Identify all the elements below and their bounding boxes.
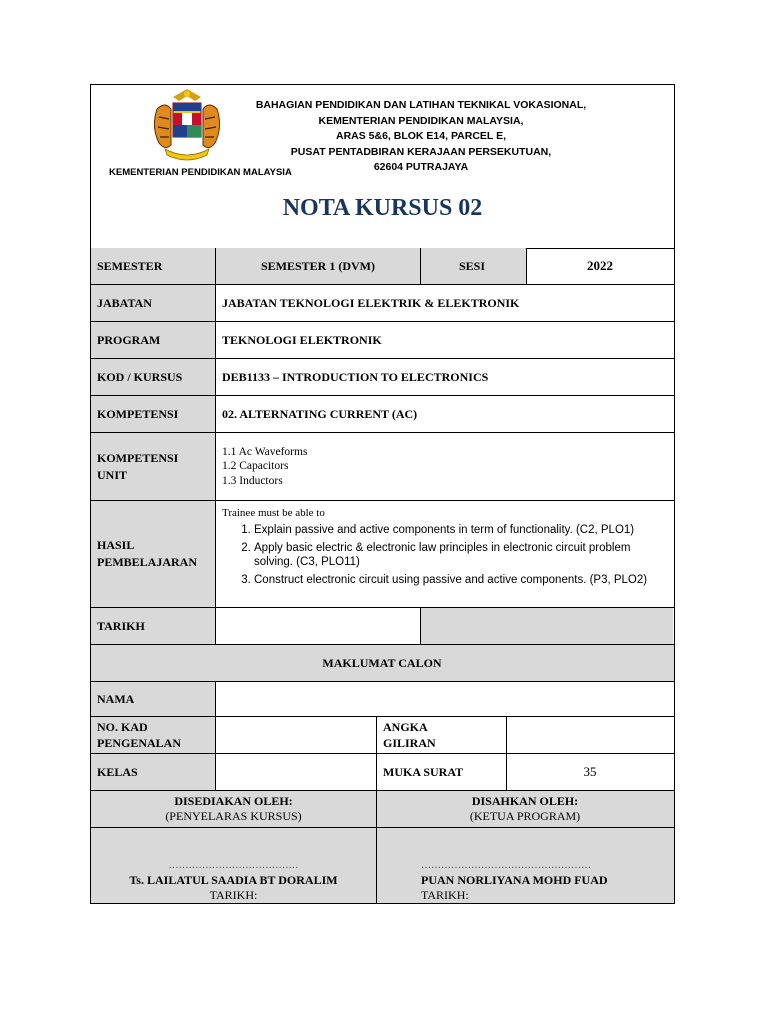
label-line: NO. KAD [97, 720, 148, 734]
malaysia-coat-of-arms-icon [143, 87, 231, 165]
label-line: PENGENALAN [97, 736, 182, 750]
address-line: PUSAT PENTADBIRAN KERAJAAN PERSEKUTUAN, [290, 145, 552, 158]
learning-outcomes [216, 501, 673, 607]
label-line: HASIL [97, 538, 135, 552]
kod-kursus-value: DEB1133 – INTRODUCTION TO ELECTRONICS [222, 369, 489, 384]
approved-by-title: DISAHKAN OLEH: [471, 794, 579, 808]
angka-giliran-label [377, 717, 507, 753]
outcomes-list [222, 523, 667, 590]
approved-by-name: PUAN NORLIYANA MOHD FUAD [421, 873, 608, 887]
tarikh-extra-field [421, 608, 673, 644]
label-line: GILIRAN [383, 736, 436, 750]
jabatan-row [91, 285, 674, 322]
tarikh-field[interactable] [216, 608, 421, 644]
program-row [91, 322, 674, 359]
jabatan-value: JABATAN TEKNOLOGI ELEKTRIK & ELEKTRONIK [222, 295, 520, 310]
maklumat-calon-row [91, 645, 674, 682]
kompetensi-unit-list [216, 433, 673, 500]
prepared-by-title: DISEDIAKAN OLEH: [174, 794, 293, 808]
sesi-value: 2022 [587, 258, 613, 273]
approved-by-signature [377, 828, 673, 903]
no-kad-field[interactable] [216, 717, 377, 753]
jabatan-label: JABATAN [91, 285, 216, 321]
kelas-field[interactable] [216, 754, 377, 790]
prepared-by-header [91, 791, 377, 827]
signature-line: ………………………………… [168, 860, 299, 871]
course-note-form [90, 84, 675, 904]
list-item: 1.3 Inductors [222, 474, 283, 487]
list-item: 1. Explain passive and active components in term of functionality. (C2, PLO1) [254, 523, 667, 538]
ministry-address [231, 98, 611, 176]
approved-by-date-label: TARIKH: [421, 888, 469, 902]
list-item: 1.2 Capacitors [222, 460, 289, 473]
program-label: PROGRAM [91, 322, 216, 358]
prepared-by-date-label: TARIKH: [209, 888, 258, 902]
program-value: TEKNOLOGI ELEKTRONIK [222, 332, 382, 347]
hasil-pembelajaran-label [91, 501, 216, 607]
maklumat-calon-heading: MAKLUMAT CALON [322, 655, 442, 670]
kompetensi-unit-label [91, 433, 216, 500]
address-line: BAHAGIAN PENDIDIKAN DAN LATIHAN TEKNIKAL VOKASIONAL, [255, 99, 587, 111]
address-line: ARAS 5&6, BLOK E14, PARCEL E, [336, 130, 506, 142]
kompetensi-row [91, 396, 674, 433]
list-item: 2. Apply basic electric & electronic law principles in electronic circuit problem solving. (C3, PLO11) [254, 541, 667, 570]
approved-by-header [377, 791, 673, 827]
kod-kursus-row [91, 359, 674, 396]
kelas-label: KELAS [91, 754, 216, 790]
prepared-by-name: Ts. LAILATUL SAADIA BT DORALIM [129, 873, 338, 887]
tarikh-row [91, 608, 674, 645]
muka-surat-label: MUKA SURAT [377, 754, 507, 790]
sesi-label: SESI [421, 248, 527, 284]
signoff-body-row [91, 828, 674, 903]
prepared-by-role: (PENYELARAS KURSUS) [165, 809, 302, 823]
ic-number-row [91, 717, 674, 754]
signoff-header-row [91, 791, 674, 828]
label-line: UNIT [97, 467, 128, 482]
label-line: KOMPETENSI [97, 450, 179, 465]
label-line: PEMBELAJARAN [97, 555, 198, 569]
kompetensi-label: KOMPETENSI [91, 396, 216, 432]
angka-giliran-field[interactable] [507, 717, 673, 753]
nama-field[interactable] [216, 682, 673, 716]
muka-surat-value: 35 [583, 764, 597, 779]
semester-value: SEMESTER 1 (DVM) [216, 248, 421, 284]
hasil-pembelajaran-row [91, 501, 674, 608]
nama-label: NAMA [91, 682, 216, 716]
address-line: 62604 PUTRAJAYA [373, 161, 469, 173]
no-kad-label [91, 717, 216, 753]
signature-line: …………………………………………… [421, 860, 591, 871]
tarikh-label: TARIKH [91, 608, 216, 644]
address-line: KEMENTERIAN PENDIDIKAN MALAYSIA, [318, 114, 524, 127]
label-line: ANGKA [383, 720, 428, 734]
approved-by-role: (KETUA PROGRAM) [469, 809, 581, 823]
semester-label: SEMESTER [91, 248, 216, 284]
ministry-label: KEMENTERIAN PENDIDIKAN MALAYSIA [109, 167, 292, 178]
kompetensi-unit-row [91, 433, 674, 501]
kelas-row [91, 754, 674, 791]
nama-row [91, 682, 674, 717]
kod-kursus-label: KOD / KURSUS [91, 359, 216, 395]
list-item: 3. Construct electronic circuit using passive and active components. (P3, PLO2) [254, 573, 667, 588]
kompetensi-value: 02. ALTERNATING CURRENT (AC) [222, 406, 418, 421]
semester-row [91, 248, 674, 285]
outcomes-intro: Trainee must be able to [222, 507, 325, 519]
document-header [91, 85, 674, 249]
prepared-by-signature [91, 828, 377, 903]
document-title: NOTA KURSUS 02 [282, 195, 483, 221]
list-item: 1.1 Ac Waveforms [222, 445, 308, 458]
